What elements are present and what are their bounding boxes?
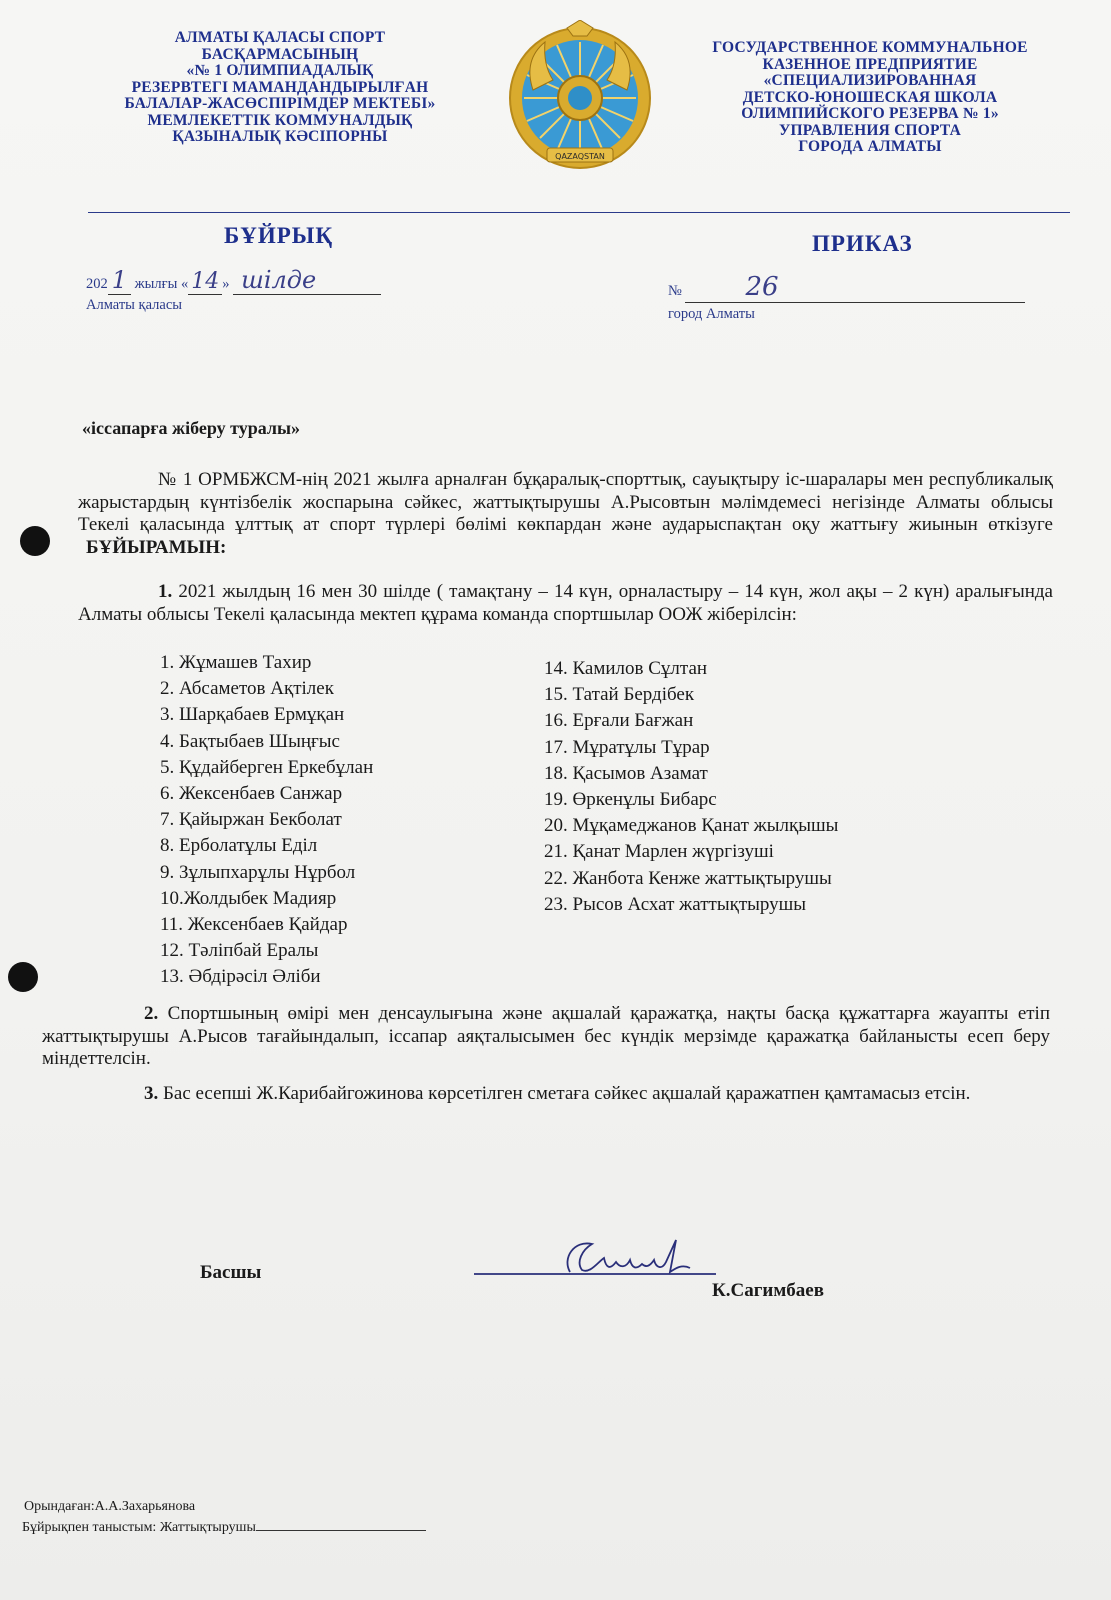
header-left-line: РЕЗЕРВТЕГІ МАМАНДАНДЫРЫЛҒАН <box>131 78 429 96</box>
clause-3 <box>42 1083 1050 1106</box>
clause-1-text: 2021 жылдың 16 мен 30 шілде ( тамақтану – 14 күн, орналастыру – 14 күн, жол ақы – 2 күн) аралығында Алматы облысы Текелі қаласында мектеп құрама команда спортшылар ООЖ жіберілсін: <box>78 581 1053 625</box>
date-quote-close: » <box>222 276 230 292</box>
emblem-inscription: QAZAQSTAN <box>555 152 605 161</box>
clause-3-number: 3. <box>144 1083 159 1104</box>
list-item: 17. Мұратұлы Тұрар <box>544 736 710 758</box>
list-item: 11. Жексенбаев Қайдар <box>160 914 348 936</box>
header-left-line: БАСҚАРМАСЫНЫҢ <box>201 45 359 63</box>
header-right-line: ГОРОДА АЛМАТЫ <box>798 138 942 155</box>
number-sign: № <box>668 283 682 299</box>
city-kz: Алматы қаласы <box>86 297 183 313</box>
city-ru: город Алматы <box>668 306 755 322</box>
list-item: 2. Абсаметов Ақтілек <box>160 678 334 700</box>
signature-icon <box>470 1228 720 1290</box>
clause-3-text: Бас есепші Ж.Карибайгожинова көрсетілген сметаға сәйкес ақшалай қаражатпен қамтамасыз етсін. <box>163 1083 971 1104</box>
list-item: 13. Әбдірәсіл Әліби <box>160 966 321 988</box>
binder-hole <box>20 526 50 556</box>
intro-command: БҰЙЫРАМЫН: <box>86 536 227 558</box>
list-item: 10.Жолдыбек Мадияр <box>160 887 337 909</box>
order-title-kz: БҰЙРЫҚ <box>224 223 334 248</box>
list-item: 12. Тәліпбай Ералы <box>160 940 319 962</box>
list-item: 23. Рысов Асхат жаттықтырушы <box>544 893 807 915</box>
header-left-line: БАЛАЛАР-ЖАСӨСПІРІМДЕР МЕКТЕБІ» <box>124 95 436 112</box>
signatory-position: Басшы <box>200 1262 262 1283</box>
signatory-name: К.Сагимбаев <box>712 1280 824 1301</box>
footer-acquainted-label: Бұйрықпен таныстым: Жаттықтырушы <box>22 1520 256 1535</box>
list-item: 19. Өркенұлы Бибарс <box>544 789 717 811</box>
order-number <box>668 272 1025 303</box>
footer-executor: Орындаған:А.А.Захарьянова <box>24 1499 196 1514</box>
binder-hole <box>8 962 38 992</box>
list-item: 4. Бақтыбаев Шыңғыс <box>160 730 340 752</box>
date-day-handwritten: 14 <box>188 269 222 295</box>
list-item: 3. Шарқабаев Ермұқан <box>160 704 345 726</box>
intro-paragraph <box>78 469 1053 559</box>
clause-2-number: 2. <box>144 1003 159 1024</box>
order-subject: «іссапарға жіберу туралы» <box>82 418 301 438</box>
header-divider <box>88 212 1070 213</box>
footer-signature-line <box>256 1516 426 1531</box>
header-left-line: «№ 1 ОЛИМПИАДАЛЫҚ <box>186 62 374 79</box>
clause-1 <box>78 581 1053 626</box>
list-item: 8. Ерболатұлы Еділ <box>160 835 318 857</box>
list-item: 5. Құдайберген Еркебұлан <box>160 756 374 778</box>
list-item: 14. Камилов Сұлтан <box>544 658 708 679</box>
header-right-line: ОЛИМПИЙСКОГО РЕЗЕРВА № 1» <box>741 105 999 122</box>
date-label: жылғы « <box>134 276 189 292</box>
date-year-prefix: 202 <box>86 276 108 292</box>
header-left-line: ҚАЗЫНАЛЫҚ КӘСІПОРНЫ <box>172 128 388 145</box>
list-item: 7. Қайыржан Бекболат <box>160 809 342 831</box>
order-date <box>86 266 381 295</box>
footer-acquainted <box>22 1516 426 1536</box>
header-right-line: ДЕТСКО-ЮНОШЕСКАЯ ШКОЛА <box>742 88 998 106</box>
athletes-list-right <box>544 656 838 918</box>
list-item: 16. Ерғали Бағжан <box>544 710 694 732</box>
order-number-handwritten: 26 <box>685 272 1025 303</box>
clause-2-text: Спортшының өмірі мен денсаулығына және ақшалай қаражатқа, нақты басқа құжаттарға жауапты етіп жаттықтырушы А.Рысов тағайындалып, іссапар аяқталысымен бес күндік мерзімде қаражатқа байланысты есеп беру міндеттелсін. <box>42 1003 1051 1069</box>
athletes-list-left <box>160 650 373 991</box>
state-emblem-icon <box>505 20 655 180</box>
clause-2 <box>42 1003 1050 1071</box>
date-month-handwritten: шілде <box>233 266 381 295</box>
list-item: 1. Жұмашев Тахир <box>160 652 312 673</box>
header-right-line: ГОСУДАРСТВЕННОЕ КОММУНАЛЬНОЕ <box>712 39 1028 56</box>
list-item: 9. Зұлыпхарұлы Нұрбол <box>160 861 356 883</box>
header-right-line: УПРАВЛЕНИЯ СПОРТА <box>778 121 962 139</box>
order-title-ru: ПРИКАЗ <box>812 231 913 256</box>
list-item: 22. Жанбота Кенже жаттықтырушы <box>544 867 832 889</box>
intro-text: № 1 ОРМБЖСМ-нің 2021 жылға арналған бұқаралық-спорттық, сауықтыру іс-шаралары мен республикалық жарыстардың күнтізбелік жоспарына сәйкес, жаттықтырушы А.Рысовтын мәлімдемесі негізінде Алматы облысы Текелі қаласында ұлттық ат спорт түрлері бөлімі көкпардан және аударыспақтан оқу жаттығу жиынын өткізуге <box>78 469 1053 535</box>
header-right-line: КАЗЕННОЕ ПРЕДПРИЯТИЕ <box>762 55 978 73</box>
header-right-org-name <box>680 40 1060 156</box>
header-left-line: МЕМЛЕКЕТТІК КОММУНАЛДЫҚ <box>147 111 413 129</box>
list-item: 21. Қанат Марлен жүргізуші <box>544 841 774 863</box>
list-item: 15. Татай Бердібек <box>544 684 695 706</box>
list-item: 6. Жексенбаев Санжар <box>160 783 343 805</box>
list-item: 20. Мұқамеджанов Қанат жылқышы <box>544 815 839 837</box>
date-year-handwritten: 1 <box>108 266 131 295</box>
list-item: 18. Қасымов Азамат <box>544 762 708 784</box>
header-left-line: АЛМАТЫ ҚАЛАСЫ СПОРТ <box>174 29 386 46</box>
header-right-line: «СПЕЦИАЛИЗИРОВАННАЯ <box>763 72 977 89</box>
header-left-org-name <box>95 30 465 146</box>
clause-1-number: 1. <box>158 581 173 602</box>
